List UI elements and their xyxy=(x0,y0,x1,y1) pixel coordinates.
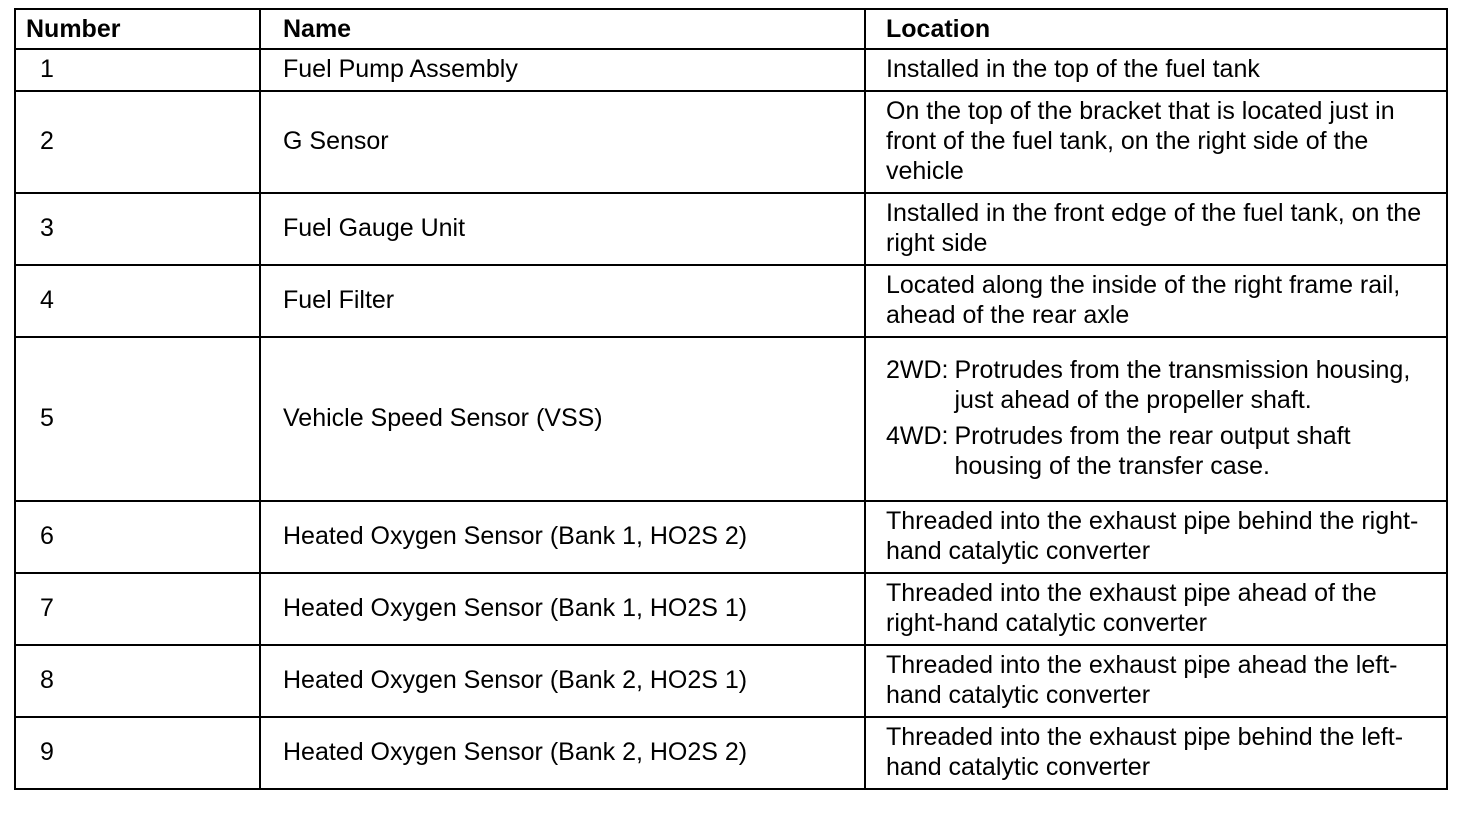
variant-text: Protrudes from the transmission housing, just ahead of the propeller shaft. xyxy=(954,356,1411,414)
row-name: Heated Oxygen Sensor (Bank 1, HO2S 2) xyxy=(260,501,865,573)
row-location: Threaded into the exhaust pipe behind the left-hand catalytic converter xyxy=(865,717,1447,789)
row-location: Threaded into the exhaust pipe behind the right-hand catalytic converter xyxy=(865,501,1447,573)
table-row xyxy=(15,337,1447,501)
row-location: On the top of the bracket that is located just in front of the fuel tank, on the right side of the vehicle xyxy=(865,91,1447,193)
row-location-variants xyxy=(865,337,1447,501)
table-row xyxy=(15,193,1447,265)
row-location: Installed in the top of the fuel tank xyxy=(865,49,1447,91)
row-number: 8 xyxy=(15,645,260,717)
row-number: 6 xyxy=(15,501,260,573)
location-variant-4wd xyxy=(886,421,1436,481)
table-row xyxy=(15,717,1447,789)
header-name: Name xyxy=(260,9,865,49)
row-number: 2 xyxy=(15,91,260,193)
row-name: Fuel Pump Assembly xyxy=(260,49,865,91)
variant-label: 4WD: xyxy=(886,422,949,450)
row-name: Heated Oxygen Sensor (Bank 2, HO2S 2) xyxy=(260,717,865,789)
variant-label: 2WD: xyxy=(886,356,949,384)
header-location: Location xyxy=(865,9,1447,49)
table-row xyxy=(15,91,1447,193)
table-row xyxy=(15,49,1447,91)
table-row xyxy=(15,573,1447,645)
row-location: Installed in the front edge of the fuel tank, on the right side xyxy=(865,193,1447,265)
row-location: Threaded into the exhaust pipe ahead the left-hand catalytic converter xyxy=(865,645,1447,717)
row-number: 4 xyxy=(15,265,260,337)
table-row xyxy=(15,645,1447,717)
row-number: 3 xyxy=(15,193,260,265)
variant-text: Protrudes from the rear output shaft housing of the transfer case. xyxy=(954,422,1351,480)
row-location: Threaded into the exhaust pipe ahead of the right-hand catalytic converter xyxy=(865,573,1447,645)
header-number: Number xyxy=(15,9,260,49)
location-variant-2wd xyxy=(886,355,1436,415)
table-header-row xyxy=(15,9,1447,49)
row-number: 9 xyxy=(15,717,260,789)
row-name: Heated Oxygen Sensor (Bank 1, HO2S 1) xyxy=(260,573,865,645)
component-location-table-container xyxy=(14,8,1446,790)
component-location-table xyxy=(14,8,1448,790)
row-number: 5 xyxy=(15,337,260,501)
row-name: G Sensor xyxy=(260,91,865,193)
table-row xyxy=(15,265,1447,337)
row-number: 7 xyxy=(15,573,260,645)
row-location: Located along the inside of the right frame rail, ahead of the rear axle xyxy=(865,265,1447,337)
row-name: Fuel Filter xyxy=(260,265,865,337)
row-name: Fuel Gauge Unit xyxy=(260,193,865,265)
row-name: Heated Oxygen Sensor (Bank 2, HO2S 1) xyxy=(260,645,865,717)
table-row xyxy=(15,501,1447,573)
row-number: 1 xyxy=(15,49,260,91)
row-name: Vehicle Speed Sensor (VSS) xyxy=(260,337,865,501)
